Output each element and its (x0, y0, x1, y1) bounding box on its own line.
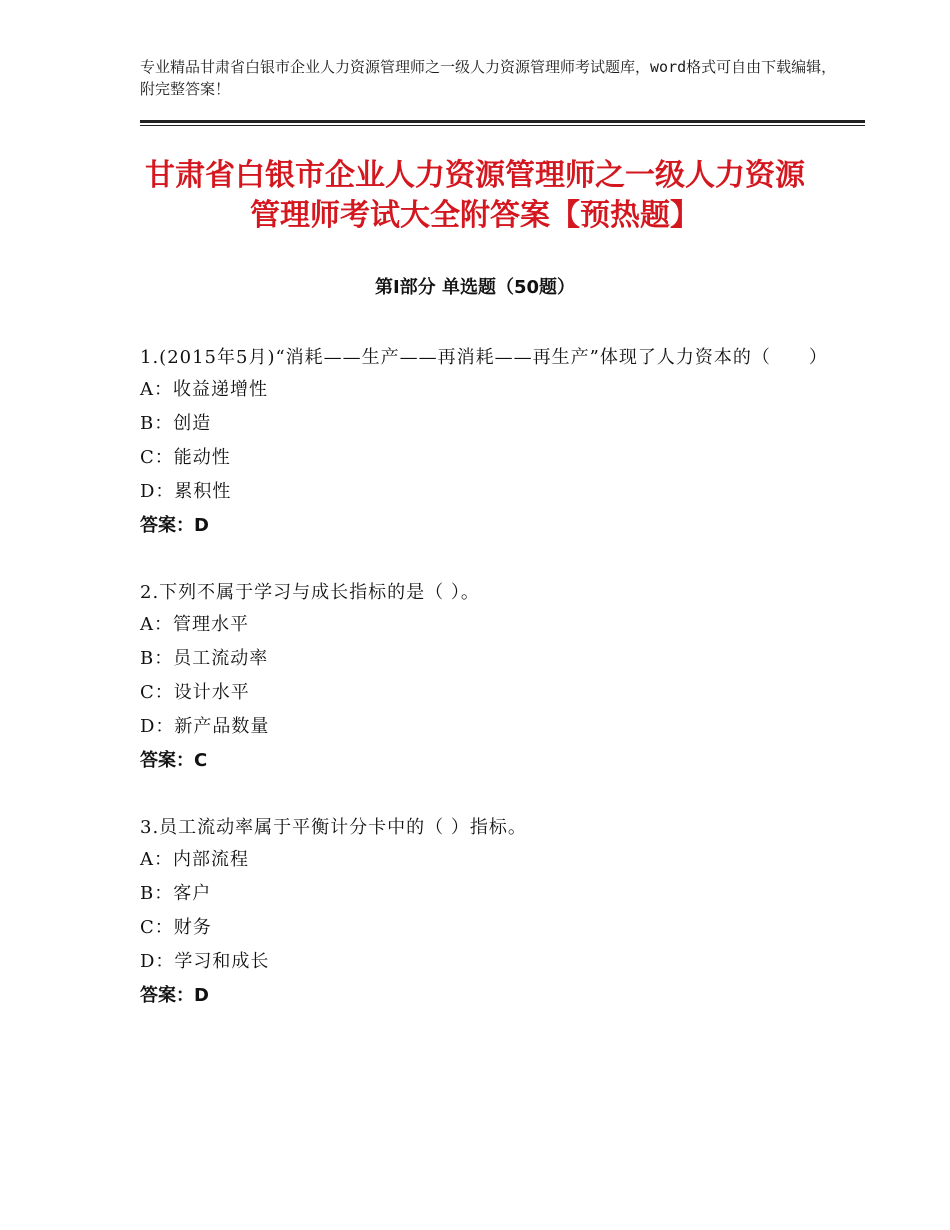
section-heading: 第Ⅰ部分 单选题（50题） (374, 277, 575, 298)
document-title: 甘肃省白银市企业人力资源管理师之一级人力资源管理师考试大全附答案【预热题】 (145, 158, 805, 233)
question-list (140, 342, 828, 1047)
question-stem: 3.员工流动率属于平衡计分卡中的（ ）指标。 (140, 817, 527, 838)
question-stem: 2.下列不属于学习与成长指标的是（ ）。 (140, 582, 480, 603)
option-b: B：客户 (140, 883, 212, 904)
option-d: D：新产品数量 (140, 716, 270, 737)
answer-line: 答案：D (140, 515, 209, 536)
question-3 (140, 812, 820, 1013)
option-b: B：员工流动率 (140, 648, 269, 669)
option-a: A：收益递增性 (140, 379, 268, 400)
header-divider-thin (140, 125, 865, 126)
option-b: B：创造 (140, 413, 212, 434)
option-a: A：内部流程 (140, 849, 249, 870)
header-note: 专业精品甘肃省白银市企业人力资源管理师之一级人力资源管理师考试题库，word格式可自由下载编辑，附完整答案！ (140, 58, 837, 98)
option-d: D：累积性 (140, 481, 232, 502)
answer-line: 答案：C (140, 750, 208, 771)
header-divider-thick (140, 120, 865, 123)
option-d: D：学习和成长 (140, 951, 270, 972)
question-stem: 1.(2015年5月)“消耗——生产——再消耗——再生产”体现了人力资本的（ ） (140, 347, 828, 368)
option-c: C：能动性 (140, 447, 231, 468)
answer-line: 答案：D (140, 985, 209, 1006)
question-2 (140, 577, 820, 778)
option-c: C：财务 (140, 917, 212, 938)
option-c: C：设计水平 (140, 682, 250, 703)
question-1 (140, 342, 828, 543)
option-a: A：管理水平 (140, 614, 249, 635)
